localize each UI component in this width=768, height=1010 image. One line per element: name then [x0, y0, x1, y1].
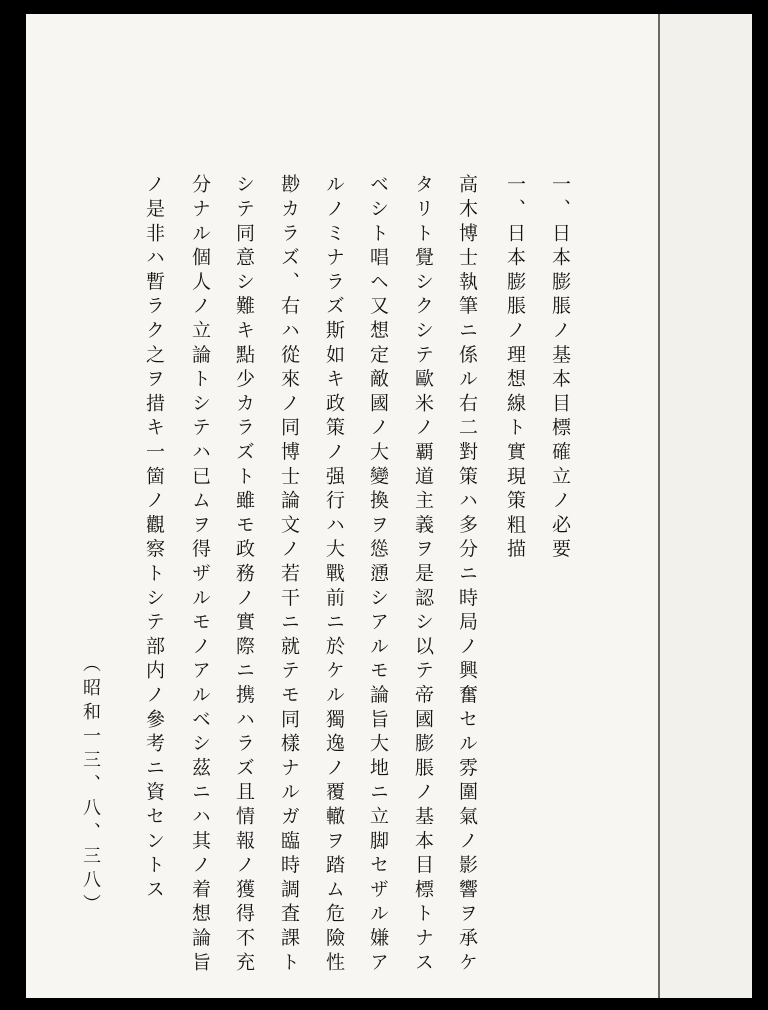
body-line-5: 尠カラズ、右ハ從來ノ同博士論文ノ若干ニ就テモ同樣ナルガ臨時調査課ト: [278, 174, 300, 976]
body-line-8: ノ是非ハ暫ラク之ヲ措キ一箇ノ觀察トシテ部内ノ參考ニ資セントス: [143, 174, 165, 903]
body-line-7: 分ナル個人ノ立論トシテハ已ムヲ得ザルモノアルベシ茲ニハ其ノ着想論旨: [189, 174, 211, 976]
date-annotation: （昭和一三、八、三八）: [80, 654, 101, 918]
heading-line-1: 一、日本膨脹ノ基本目標確立ノ必要: [549, 174, 571, 563]
body-line-1: 高木博士執筆ニ係ル右二對策ハ多分ニ時局ノ興奮セル雰圍氣ノ影響ヲ承ケ: [456, 174, 478, 976]
gutter-line: [658, 14, 660, 998]
heading-line-2: 一、日本膨脹ノ理想線ト實現策粗描: [504, 174, 526, 563]
body-line-2: タリト覺シクシテ歐米ノ覇道主義ヲ是認シ以テ帝國膨脹ノ基本目標トナス: [412, 174, 434, 976]
body-line-4: ルノミナラズ斯如キ政策ノ强行ハ大戰前ニ於ケル獨逸ノ覆轍ヲ踏ム危險性: [323, 174, 345, 976]
document-page: [26, 14, 752, 998]
body-line-3: ベシト唱ヘ又想定敵國ノ大變換ヲ慫慂シアルモ論旨大地ニ立脚セザル嫌ア: [367, 174, 389, 976]
body-line-6: シテ同意シ難キ點少カラズト雖モ政務ノ實際ニ携ハラズ且情報ノ獲得不充: [233, 174, 255, 976]
binding-strip: [660, 14, 752, 998]
